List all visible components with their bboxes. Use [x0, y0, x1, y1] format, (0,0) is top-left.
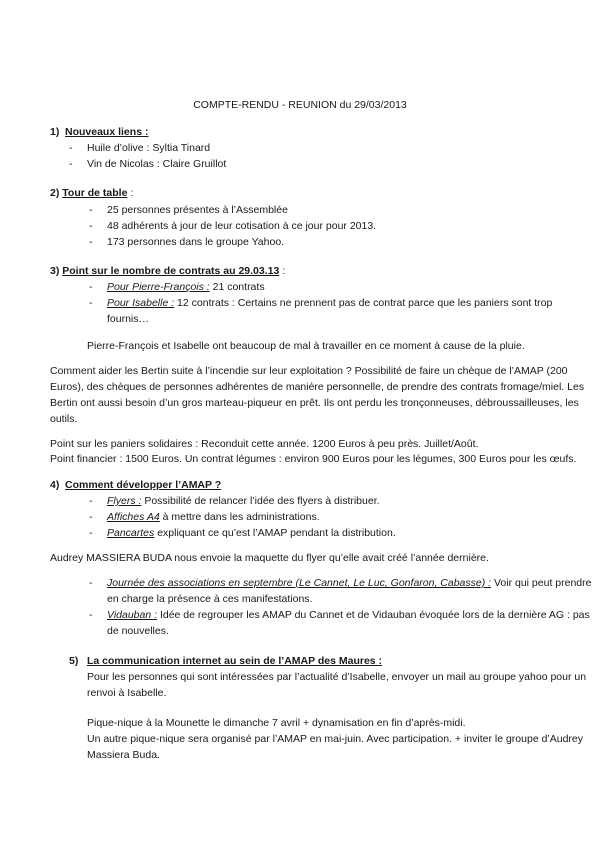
list-item: 173 personnes dans le groupe Yahoo. [107, 236, 285, 248]
bullet-dash: - [89, 220, 93, 232]
item-label: Pour Isabelle : [107, 297, 175, 309]
paragraph-line: Pique-nique à la Mounette le dimanche 7 avril + dynamisation en fin d’après-midi. [87, 717, 466, 729]
paragraph-line: Comment aider les Bertin suite à l’incendie sur leur exploitation ? Possibilité de faire un chèque de l’AMAP (200 [50, 365, 568, 377]
bullet-dash: - [89, 577, 93, 589]
list-item-continuation: de nouvelles. [107, 625, 169, 637]
section-5-number: 5) [69, 655, 79, 667]
bullet-dash: - [69, 158, 73, 170]
list-item-continuation: fournis… [107, 313, 150, 325]
item-text: expliquant ce qu’est l’AMAP pendant la distribution. [154, 527, 396, 539]
bullet-dash: - [69, 142, 73, 154]
list-item: 48 adhérents à jour de leur cotisation à ce jour pour 2013. [107, 220, 377, 232]
list-item [107, 280, 265, 294]
list-item [107, 608, 590, 622]
paragraph-line: renvoi à Isabelle. [87, 687, 167, 699]
item-text: 21 contrats [209, 281, 265, 293]
section-3-number: 3) [50, 265, 60, 277]
item-label: Pour Pierre-François : [107, 281, 210, 293]
section-4-number: 4) [50, 479, 60, 491]
section-1-number: 1) [50, 126, 60, 138]
item-label: Pancartes [107, 527, 155, 539]
item-label: Vidauban : [107, 609, 158, 621]
bullet-dash: - [89, 297, 93, 309]
bullet-dash: - [89, 511, 93, 523]
section-1-heading: Nouveaux liens : [65, 126, 149, 138]
section-4-heading: Comment développer l’AMAP ? [65, 479, 222, 491]
section-5-heading: La communication internet au sein de l’AMAP des Maures : [87, 655, 383, 667]
bullet-dash: - [89, 527, 93, 539]
section-3-header [50, 264, 285, 278]
section-2-header [50, 186, 133, 200]
item-text: Possibilité de relancer l’idée des flyers à distribuer. [141, 495, 380, 507]
paragraph-line: Point sur les paniers solidaires : Reconduit cette année. 1200 Euros à peu près. Juillet/Août. [50, 438, 479, 450]
paragraph-line: Euros), des chèques de personnes adhérentes de manière personnelle, de prendre des contrats fromage/miel. Les [50, 381, 585, 393]
bullet-dash: - [89, 204, 93, 216]
paragraph-line: Audrey MASSIERA BUDA nous envoie la maquette du flyer qu’elle avait créé l’année dernière. [50, 552, 489, 564]
paragraph-line: Pour les personnes qui sont intéressées par l’actualité d’Isabelle, envoyer un mail au groupe yahoo pour un [87, 671, 587, 683]
list-item [107, 494, 380, 508]
note-text: Pierre-François et Isabelle ont beaucoup de mal à travailler en ce moment à cause de la pluie. [87, 340, 525, 352]
item-text: Voir qui peut prendre [491, 577, 592, 589]
paragraph-line: Massiera Buda. [87, 749, 160, 761]
section-2-heading-tail: : [127, 187, 134, 199]
item-text: Idée de regrouper les AMAP du Cannet et de Vidauban évoquée lors de la dernière AG : pas [157, 609, 590, 621]
paragraph-line: Un autre pique-nique sera organisé par l’AMAP en mai-juin. Avec participation. + inviter le groupe d’Audrey [87, 733, 584, 745]
list-item [107, 526, 396, 540]
list-item [107, 576, 591, 590]
list-item [107, 296, 552, 310]
paragraph-line: Point financier : 1500 Euros. Un contrat légumes : environ 900 Euros pour les légumes, 300 Euros pour les œufs. [50, 453, 577, 465]
item-text: 12 contrats : Certains ne prennent pas de contrat parce que les paniers sont trop [174, 297, 553, 309]
list-item-continuation: en charge la présence à ces manifestations. [107, 593, 313, 605]
item-label: Journée des associations en septembre (Le Cannet, Le Luc, Gonfaron, Cabasse) : [107, 577, 492, 589]
bullet-dash: - [89, 495, 93, 507]
list-item [107, 510, 320, 524]
paragraph-line: outils. [50, 413, 78, 425]
section-3-heading-tail: : [279, 265, 286, 277]
list-item: Vin de Nicolas : Claire Gruillot [87, 158, 227, 170]
bullet-dash: - [89, 236, 93, 248]
bullet-dash: - [89, 281, 93, 293]
section-2-number: 2) [50, 187, 60, 199]
bullet-dash: - [89, 609, 93, 621]
item-label: Flyers : [107, 495, 142, 507]
section-3-heading: Point sur le nombre de contrats au 29.03.13 [62, 265, 280, 277]
item-text: à mettre dans les administrations. [159, 511, 320, 523]
section-2-heading: Tour de table [62, 187, 128, 199]
page-title: COMPTE-RENDU - REUNION du 29/03/2013 [193, 99, 407, 111]
list-item: Huile d’olive : Syltia Tinard [87, 142, 211, 154]
paragraph-line: Bertin ont aussi besoin d’un gros marteau-piqueur en prêt. Ils ont perdu les tronçonneuses, débroussailleuses, les [50, 397, 579, 409]
list-item: 25 personnes présentes à l’Assemblée [107, 204, 288, 216]
item-label: Affiches A4 [107, 511, 160, 523]
